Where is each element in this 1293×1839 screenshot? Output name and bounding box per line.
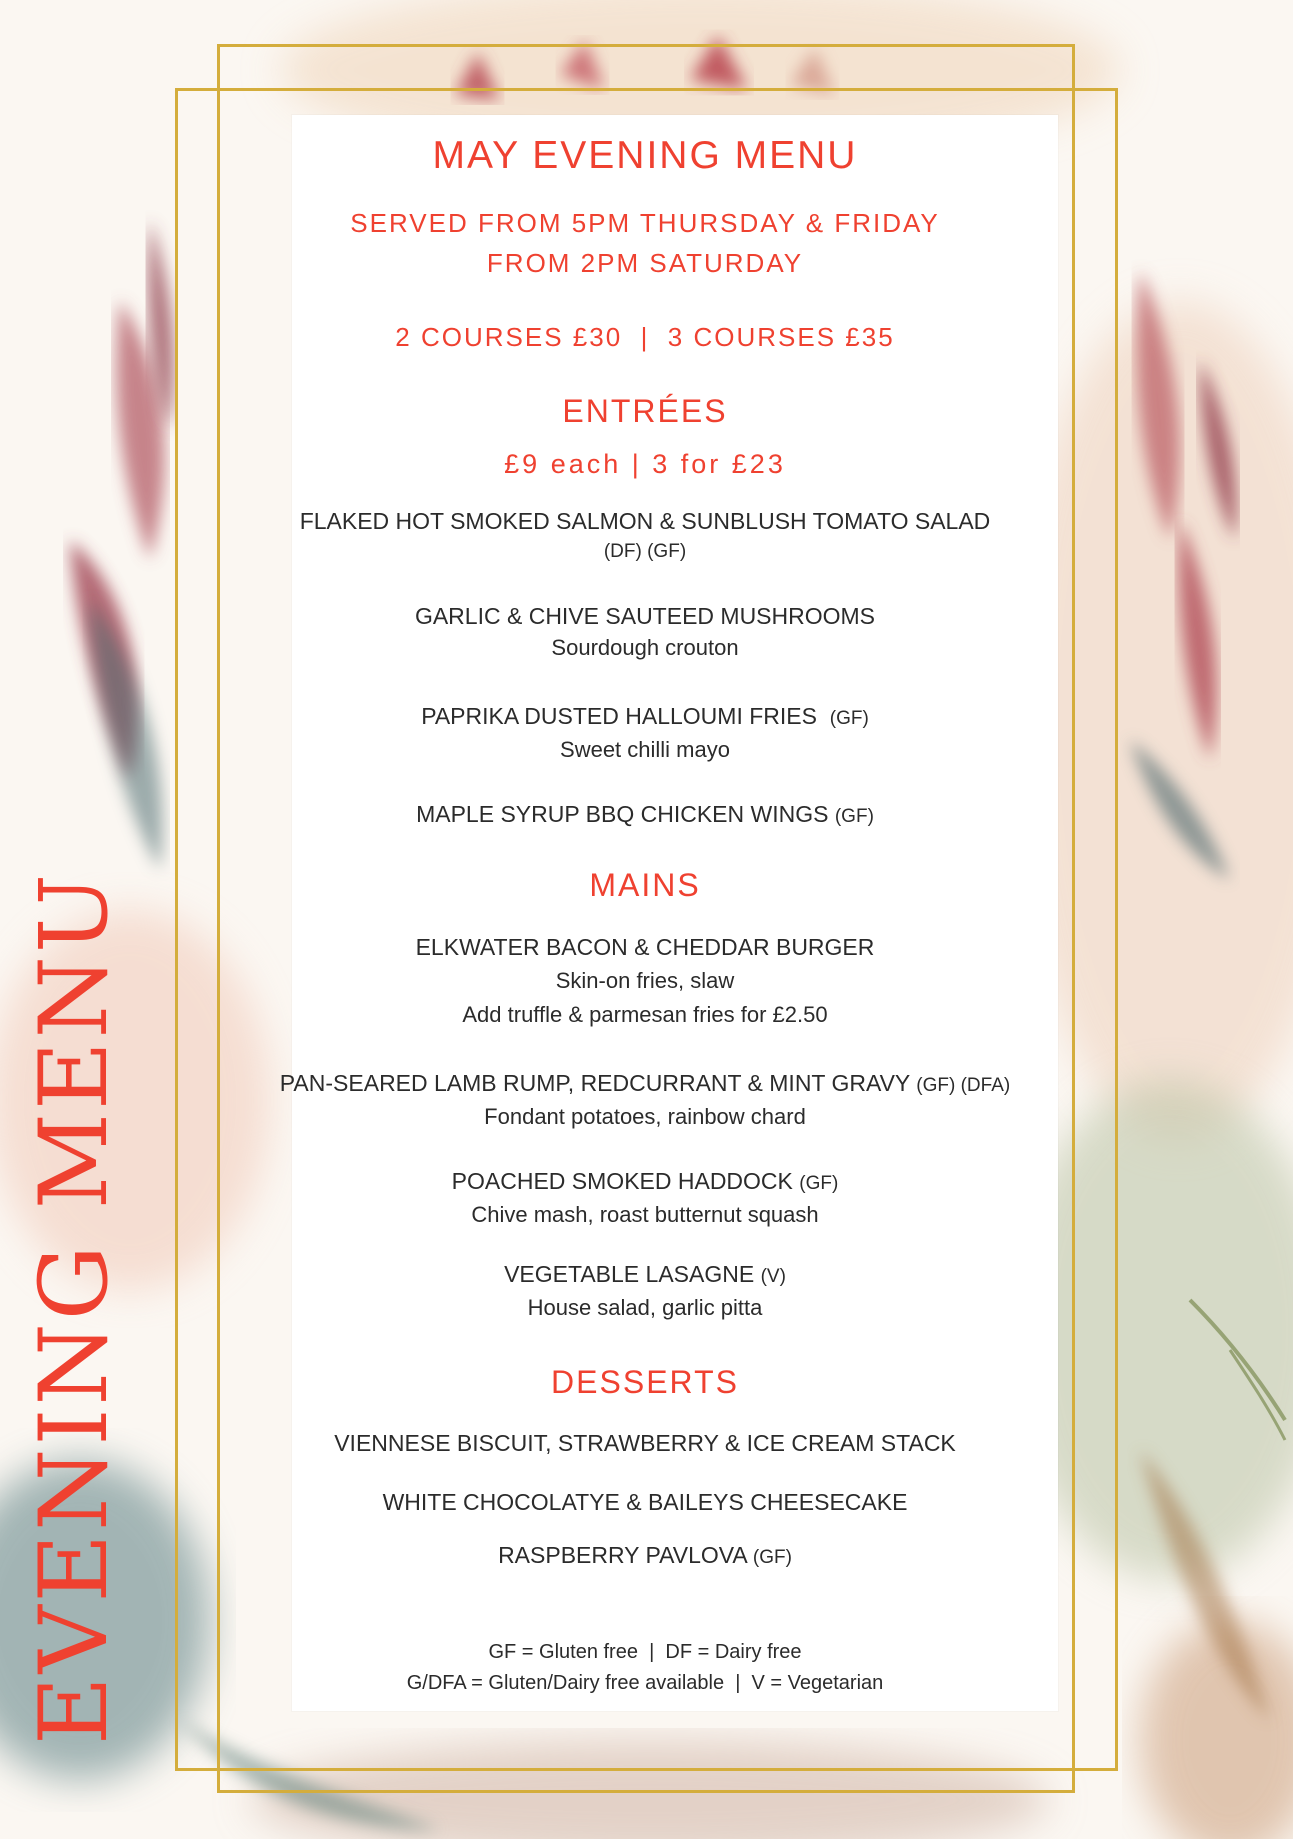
main-item-name: POACHED SMOKED HADDOCK bbox=[451, 1168, 793, 1194]
dessert-item-name: WHITE CHOCOLATYE & BAILEYS CHEESECAKE bbox=[382, 1489, 908, 1515]
menu-content bbox=[230, 0, 1060, 1839]
entrees-price: £9 each | 3 for £23 bbox=[504, 449, 786, 479]
entree-item-desc: Sweet chilli mayo bbox=[560, 737, 730, 762]
main-item-name: VEGETABLE LASAGNE bbox=[504, 1261, 755, 1287]
dessert-item-name: VIENNESE BISCUIT, STRAWBERRY & ICE CREAM STACK bbox=[334, 1430, 956, 1456]
entree-item-desc: Sourdough crouton bbox=[551, 635, 739, 660]
main-item-tags: (GF) bbox=[799, 1173, 839, 1194]
main-item-extra: Add truffle & parmesan fries for £2.50 bbox=[462, 1002, 828, 1027]
main-item-tags: (GF) (DFA) bbox=[916, 1075, 1011, 1096]
served-line-1: SERVED FROM 5PM THURSDAY & FRIDAY bbox=[350, 208, 940, 238]
legend-line-1: GF = Gluten free | DF = Dairy free bbox=[488, 1641, 802, 1663]
entree-item-tags: (DF) (GF) bbox=[603, 541, 687, 562]
main-item-row bbox=[230, 1261, 1060, 1288]
entree-item-name: MAPLE SYRUP BBQ CHICKEN WINGS bbox=[416, 801, 829, 827]
main-item-name: PAN-SEARED LAMB RUMP, REDCURRANT & MINT GRAVY bbox=[279, 1070, 910, 1096]
served-line-2: FROM 2PM SATURDAY bbox=[486, 248, 804, 278]
dessert-item-tags: (GF) bbox=[752, 1547, 792, 1568]
side-title: EVENING MENU bbox=[20, 870, 129, 1745]
entree-item-name: GARLIC & CHIVE SAUTEED MUSHROOMS bbox=[414, 603, 876, 629]
entree-item-row bbox=[230, 801, 1060, 828]
main-item-name: ELKWATER BACON & CHEDDAR BURGER bbox=[415, 934, 875, 960]
main-item-desc: Skin-on fries, slaw bbox=[555, 968, 735, 993]
legend-line-2: G/DFA = Gluten/Dairy free available | V = Vegetarian bbox=[406, 1672, 884, 1694]
dessert-item-name: RASPBERRY PAVLOVA bbox=[498, 1542, 747, 1568]
entree-item-tags: (GF) bbox=[829, 708, 869, 729]
desserts-heading: DESSERTS bbox=[551, 1364, 739, 1400]
entree-item-name: FLAKED HOT SMOKED SALMON & SUNBLUSH TOMATO SALAD bbox=[299, 508, 991, 534]
main-item-row bbox=[230, 1168, 1060, 1195]
menu-title: MAY EVENING MENU bbox=[432, 134, 858, 177]
main-item-desc: Fondant potatoes, rainbow chard bbox=[484, 1104, 806, 1129]
mains-heading: MAINS bbox=[589, 867, 701, 903]
entree-item-row bbox=[230, 703, 1060, 730]
main-item-desc: House salad, garlic pitta bbox=[527, 1295, 763, 1320]
main-item-row bbox=[230, 1070, 1060, 1097]
course-pricing: 2 COURSES £30 | 3 COURSES £35 bbox=[395, 322, 895, 352]
entree-item-tags: (GF) bbox=[834, 806, 874, 827]
entrees-heading: ENTRÉES bbox=[562, 393, 728, 429]
dessert-item-row bbox=[230, 1542, 1060, 1569]
entree-item-name: PAPRIKA DUSTED HALLOUMI FRIES bbox=[421, 703, 817, 729]
main-item-desc: Chive mash, roast butternut squash bbox=[471, 1202, 819, 1227]
main-item-tags: (V) bbox=[760, 1266, 786, 1287]
